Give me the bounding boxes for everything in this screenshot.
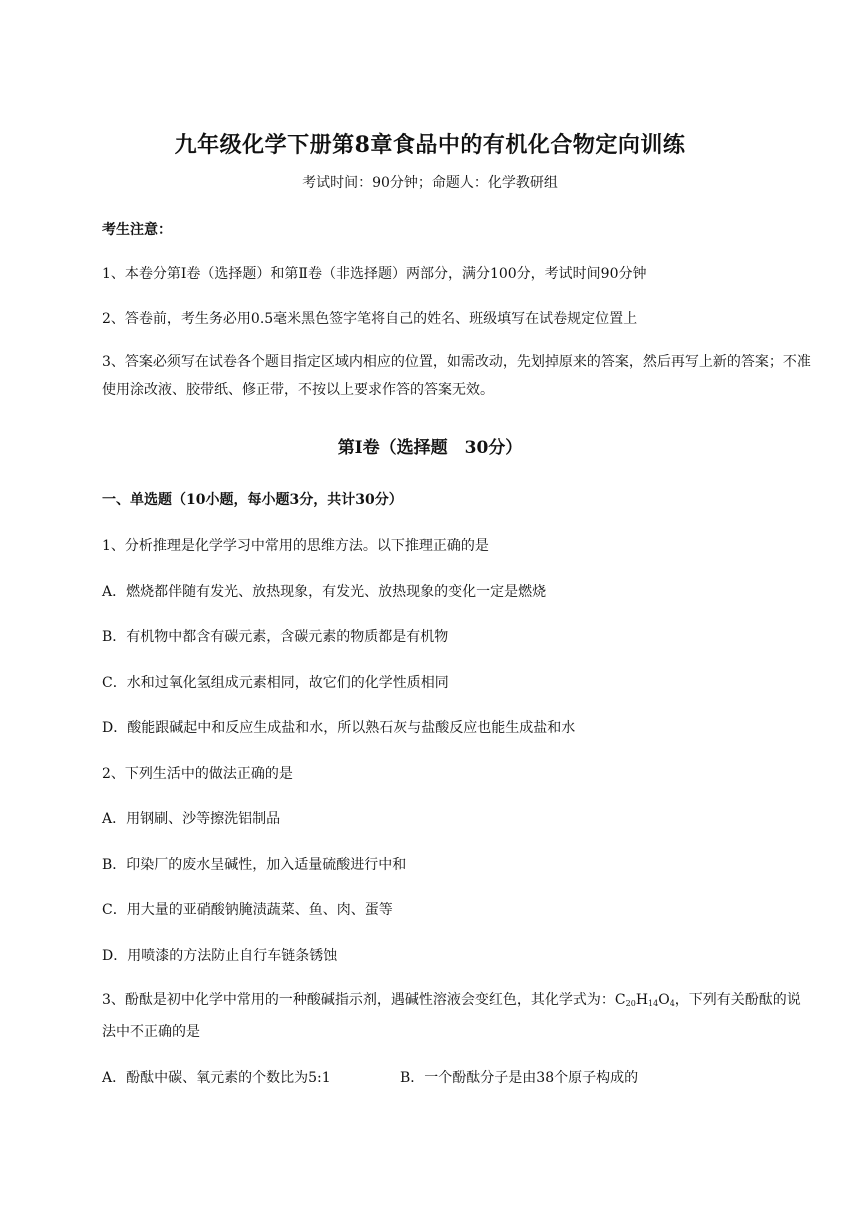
notice-item-2: 2、答卷前，考生务必用0.5毫米黑色签字笔将自己的姓名、班级填写在试卷规定位置上 [102,311,638,327]
section-title: 第Ⅰ卷（选择题 30分） [337,438,523,458]
question-3-option-b: B．一个酚酞分子是由38个原子构成的 [400,1070,639,1086]
notice-heading: 考生注意： [102,222,172,238]
question-3-stem-before: 3、酚酞是初中化学中常用的一种酸碱指示剂，遇碱性溶液会变红色，其化学式为： [102,992,615,1008]
notice-item-1: 1、本卷分第Ⅰ卷（选择题）和第Ⅱ卷（非选择题）两部分，满分100分，考试时间90分钟 [102,266,647,282]
exam-title: 九年级化学下册第8章食品中的有机化合物定向训练 [174,132,686,158]
question-2-option-c: C．用大量的亚硝酸钠腌渍蔬菜、鱼、肉、蛋等 [102,902,393,918]
exam-subtitle: 考试时间：90分钟；命题人：化学教研组 [302,175,558,191]
notice-item-3: 3、答案必须写在试卷各个题目指定区域内相应的位置，如需改动，先划掉原来的答案，然后再写上新的答案；不准使用涂改液、胶带纸、修正带，不按以上要求作答的答案无效。 [102,354,811,398]
question-2-option-a: A．用钢刷、沙等擦洗铝制品 [102,811,281,827]
question-3-option-a: A．酚酞中碳、氧元素的个数比为5:1 [102,1070,331,1086]
question-1-option-b: B．有机物中都含有碳元素，含碳元素的物质都是有机物 [102,629,449,645]
question-2-option-b: B．印染厂的废水呈碱性，加入适量硫酸进行中和 [102,857,407,873]
part-heading: 一、单选题（10小题，每小题3分，共计30分） [102,492,403,508]
question-1-option-d: D．酸能跟碱起中和反应生成盐和水，所以熟石灰与盐酸反应也能生成盐和水 [102,720,576,736]
chemical-formula: $C_{20}H_{14}O_4$ [614,992,675,1008]
question-1-option-c: C．水和过氧化氢组成元素相同，故它们的化学性质相同 [102,675,449,691]
question-2-stem: 2、下列生活中的做法正确的是 [102,766,293,782]
question-3-stem-after: ，下列有关酚酞的说法中不正确的是 [102,992,801,1040]
question-2-option-d: D．用喷漆的方法防止自行车链条锈蚀 [102,948,338,964]
question-1-option-a: A．燃烧都伴随有发光、放热现象，有发光、放热现象的变化一定是燃烧 [102,584,547,600]
question-1-stem: 1、分析推理是化学学习中常用的思维方法。以下推理正确的是 [102,538,489,554]
question-3-stem [102,986,812,1046]
